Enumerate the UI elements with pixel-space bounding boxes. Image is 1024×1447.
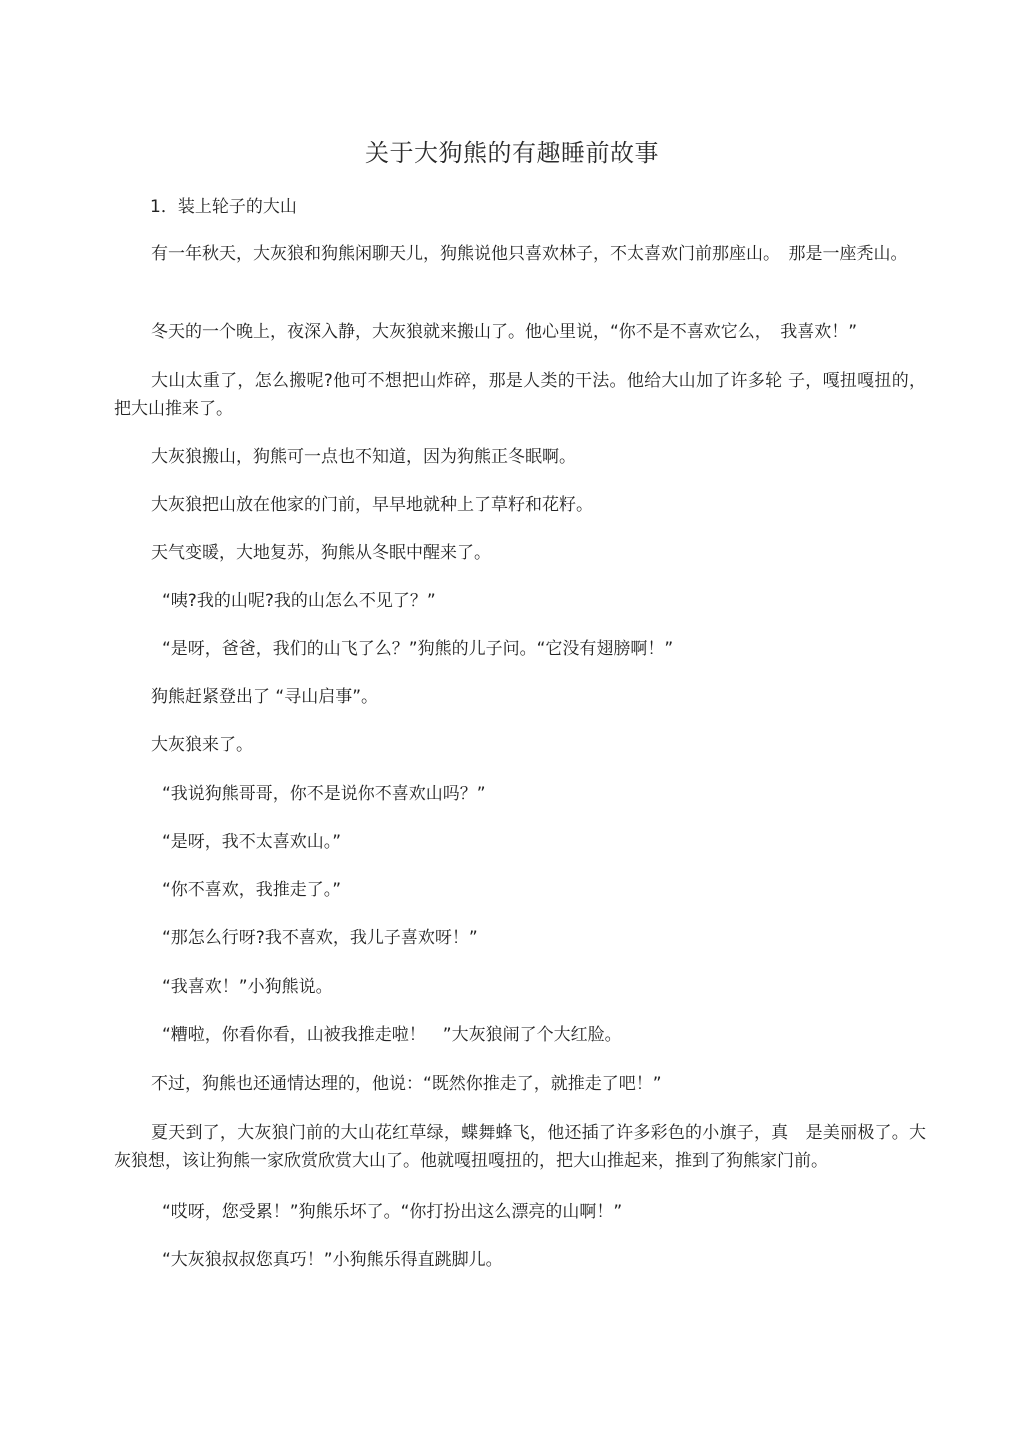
paragraph: 冬天的一个晚上，夜深入静，大灰狼就来搬山了。他心里说，“你不是不喜欢它么， 我喜欢！”	[151, 322, 858, 342]
paragraph: “是呀，爸爸，我们的山飞了么？”狗熊的儿子问。“它没有翅膀啊！”	[162, 639, 674, 659]
paragraph: 夏天到了，大灰狼门前的大山花红草绿，蝶舞蜂飞，他还插了许多彩色的小旗子，真 是美丽极了。大灰狼想，该让狗熊一家欣赏欣赏大山了。他就嘎扭嘎扭的，把大山推起来，推到了狗熊家门前。	[114, 1123, 926, 1171]
paragraph: “你不喜欢，我推走了。”	[162, 880, 342, 900]
paragraph: 不过，狗熊也还通情达理的，他说：“既然你推走了，就推走了吧！”	[151, 1074, 662, 1094]
paragraph: 大灰狼来了。	[151, 735, 253, 755]
paragraph: 天气变暖，大地复苏，狗熊从冬眠中醒来了。	[151, 543, 491, 563]
paragraph: “我喜欢！”小狗熊说。	[162, 977, 333, 997]
paragraph: “我说狗熊哥哥，你不是说你不喜欢山吗？”	[162, 784, 486, 804]
paragraph: “哎呀，您受累！”狗熊乐坏了。“你打扮出这么漂亮的山啊！”	[162, 1202, 623, 1222]
paragraph: 大灰狼搬山，狗熊可一点也不知道，因为狗熊正冬眠啊。	[151, 447, 576, 467]
paragraph: “那怎么行呀?我不喜欢，我儿子喜欢呀！”	[162, 928, 478, 948]
paragraph: “咦?我的山呢?我的山怎么不见了？”	[162, 591, 436, 611]
paragraph: 狗熊赶紧登出了 “寻山启事”。	[151, 687, 379, 707]
paragraph: “大灰狼叔叔您真巧！”小狗熊乐得直跳脚儿。	[162, 1250, 503, 1270]
paragraph: 大灰狼把山放在他家的门前，早早地就种上了草籽和花籽。	[151, 495, 593, 515]
paragraph: “是呀，我不太喜欢山。”	[162, 832, 342, 852]
document-title: 关于大狗熊的有趣睡前故事	[365, 139, 659, 167]
paragraph: 大山太重了，怎么搬呢?他可不想把山炸碎，那是人类的干法。他给大山加了许多轮 子，嘎扭嘎扭的，把大山推来了。	[114, 371, 926, 419]
paragraph: “糟啦，你看你看，山被我推走啦！ ”大灰狼闹了个大红脸。	[162, 1025, 622, 1045]
paragraph: 有一年秋天，大灰狼和狗熊闲聊天儿，狗熊说他只喜欢林子，不太喜欢门前那座山。 那是一座秃山。	[151, 244, 908, 264]
section-heading: 1．装上轮子的大山	[150, 197, 297, 217]
